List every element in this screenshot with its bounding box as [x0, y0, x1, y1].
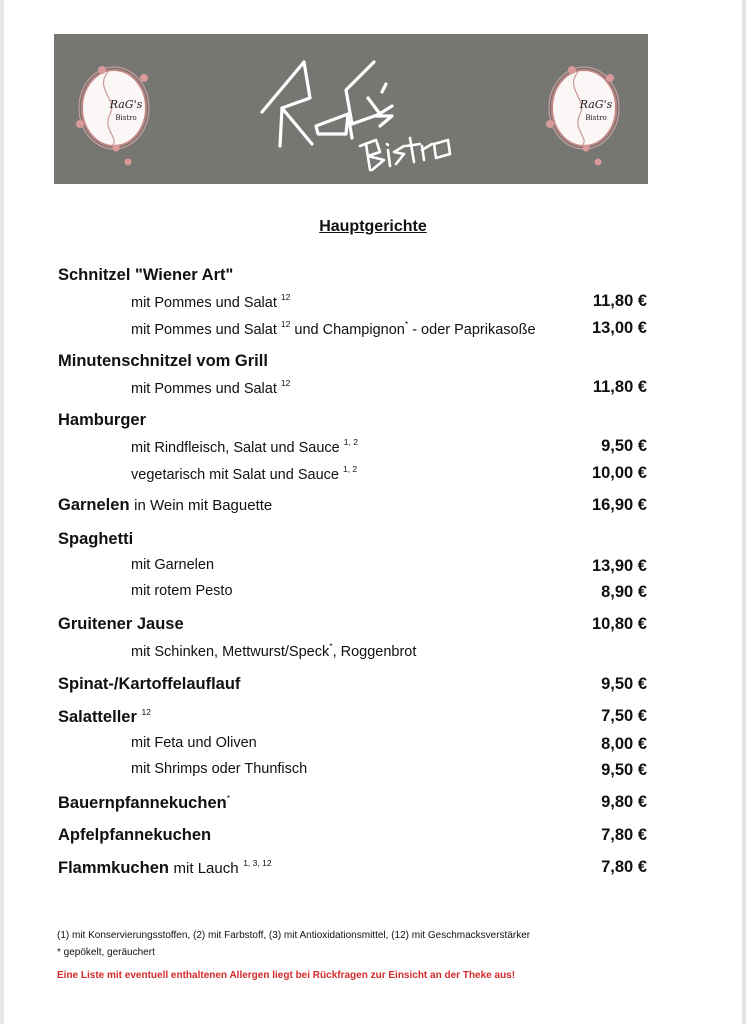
- allergen-code: 1, 2: [343, 437, 358, 447]
- dish-price: 16,90 €: [591, 496, 647, 514]
- allergen-code: 12: [280, 378, 291, 388]
- dish-name: Schnitzel "Wiener Art": [58, 266, 234, 284]
- allergen-code: *: [404, 319, 409, 329]
- dish-price: 11,80 €: [592, 378, 647, 396]
- dish-variant: mit Feta und Oliven: [131, 735, 257, 751]
- dish-price: 7,80 €: [601, 826, 647, 844]
- section-title: Hauptgerichte: [319, 218, 427, 235]
- menu-variant: [0, 557, 746, 579]
- dish-price: 9,50 €: [601, 761, 647, 779]
- menu-variant: [0, 319, 746, 341]
- menu-item-apfelpfannekuchen: [0, 826, 746, 848]
- dish-variant: mit Rindfleisch, Salat und Sauce $^{1, 2}$: [131, 437, 358, 456]
- menu-variant: [0, 583, 746, 605]
- brand-logo-graphic: [54, 34, 648, 184]
- dish-price: 11,80 €: [592, 292, 647, 310]
- menu-item-schnitzel: [0, 266, 746, 288]
- dish-variant: vegetarisch mit Salat und Sauce $^{1, 2}$: [131, 464, 358, 483]
- dish-price: 9,80 €: [601, 793, 647, 811]
- dish-variant: mit Pommes und Salat $^{12}$ und Champignon* - oder Paprikasoße: [131, 319, 536, 338]
- allergen-code: 1, 3, 12: [243, 858, 272, 868]
- dish-variant: mit Pommes und Salat $^{12}$: [131, 378, 291, 397]
- additives-legend: (1) mit Konservierungsstoffen, (2) mit Farbstoff, (3) mit Antioxidationsmittel, (12) mit Geschmacksverstärker: [57, 930, 531, 941]
- logo-badge-left-icon: [76, 66, 149, 166]
- dish-name: Hamburger: [58, 411, 147, 429]
- menu-variant: [0, 464, 746, 486]
- dish-name: Spinat-/Kartoffelauflauf: [58, 675, 241, 693]
- menu-item-bauernpfannekuchen: [0, 793, 746, 815]
- menu-variant: [0, 378, 746, 400]
- dish-price: 13,90 €: [591, 557, 647, 575]
- dish-name: Minutenschnitzel vom Grill: [58, 352, 268, 370]
- menu-variant: [0, 292, 746, 314]
- svg-text:Bistro: Bistro: [115, 114, 137, 122]
- allergen-code: 12: [280, 292, 291, 302]
- allergen-code: *: [329, 641, 333, 651]
- dish-variant: mit Schinken, Mettwurst/Speck*, Roggenbrot: [131, 641, 417, 660]
- menu-variant: [0, 761, 746, 783]
- dish-name: Garnelen in Wein mit Baguette: [58, 496, 273, 514]
- dish-price: 8,90 €: [601, 583, 647, 601]
- menu-item-salatteller: [0, 707, 746, 729]
- menu-item-flammkuchen: [0, 858, 746, 880]
- dish-name: Flammkuchen mit Lauch $^{1, 3, 12}$: [58, 858, 272, 877]
- asterisk-legend: * gepökelt, geräuchert: [57, 947, 155, 958]
- dish-name: Salatteller $^{12}$: [58, 707, 151, 726]
- menu-variant: [0, 735, 746, 757]
- dish-price: 9,50 €: [601, 437, 647, 455]
- menu-item-spaghetti: [0, 530, 746, 552]
- dish-variant: mit Pommes und Salat $^{12}$: [131, 292, 291, 311]
- dish-price: 9,50 €: [601, 675, 647, 693]
- menu-item-hamburger: [0, 411, 746, 433]
- dish-price: 7,50 €: [601, 707, 647, 725]
- dish-name: Gruitener Jause: [58, 615, 184, 633]
- dish-price: 10,80 €: [591, 615, 647, 633]
- logo-badge-right-icon: [546, 66, 619, 166]
- dish-name: Spaghetti: [58, 530, 134, 548]
- brand-wordmark-icon: [262, 62, 392, 146]
- allergen-code: *: [226, 793, 231, 803]
- dish-price: 8,00 €: [601, 735, 647, 753]
- menu-item-garnelen: [0, 496, 746, 518]
- menu-item-auflauf: [0, 675, 746, 697]
- svg-text:RaG's: RaG's: [109, 98, 143, 111]
- dish-variant: mit rotem Pesto: [131, 583, 233, 599]
- brand-subword-icon: [360, 138, 450, 170]
- allergen-code: 12: [141, 707, 151, 717]
- svg-text:Bistro: Bistro: [585, 114, 607, 122]
- dish-name: Bauernpfannekuchen*: [58, 793, 231, 812]
- allergen-code: 12: [280, 319, 291, 329]
- dish-name: Apfelpfannekuchen: [58, 826, 212, 844]
- dish-variant: mit Garnelen: [131, 557, 215, 573]
- dish-price: 13,00 €: [591, 319, 647, 337]
- menu-item-gruitener-jause: [0, 615, 746, 637]
- allergen-code: 1, 2: [342, 464, 358, 474]
- menu-item-minutenschnitzel: [0, 352, 746, 374]
- menu-variant: [0, 437, 746, 459]
- allergen-notice: Eine Liste mit eventuell enthaltenen Allergen liegt bei Rückfragen zur Einsicht an der Theke aus!: [57, 970, 516, 981]
- header-banner: [54, 34, 648, 184]
- dish-variant: mit Shrimps oder Thunfisch: [131, 761, 308, 777]
- menu-variant: [0, 641, 746, 663]
- svg-text:RaG's: RaG's: [579, 98, 613, 111]
- dish-price: 10,00 €: [591, 464, 647, 482]
- dish-price: 7,80 €: [601, 858, 647, 876]
